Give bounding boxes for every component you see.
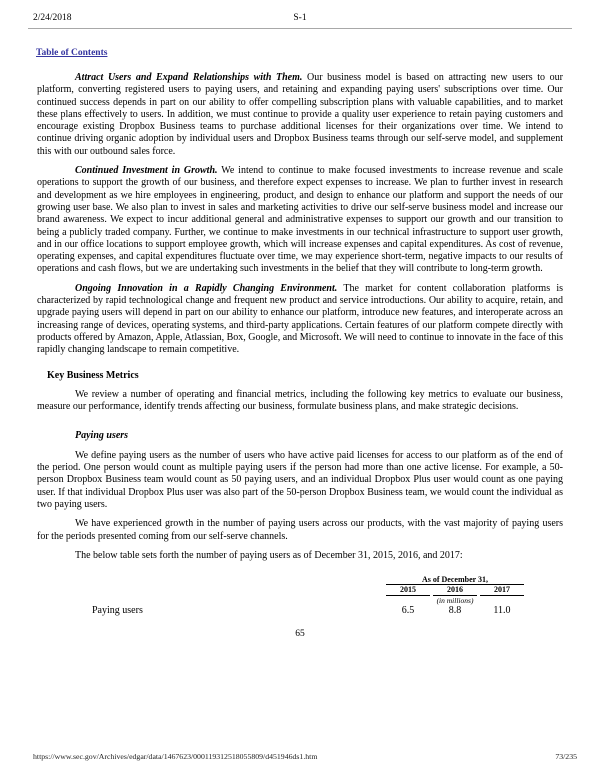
column-header-2015: 2015 — [386, 585, 430, 596]
paragraph-text: Our business model is based on attracting new users to our platform, converting registered users to paying users, and retaining and expanding paying users' subscriptions over time. Our continued success depends in part on our ability to offer compelling subscription plans with valuable capabilities, and to market these plans effectively to users. In addition, we must continue to provide a quality user experience to retain paying customers and encourage existing Dropbox Business teams to purchase additional licenses for their organizations over time. We intend to continue driving organic adoption by individual users and Dropbox Business teams through our self-serve model, and supplement this with our outbound sales force. — [37, 72, 563, 157]
value-2016: 8.8 — [448, 604, 462, 616]
column-header-2017: 2017 — [480, 585, 524, 596]
footer-url: https://www.sec.gov/Archives/edgar/data/1467623/000119312518055809/d451946ds1.htm — [33, 752, 318, 761]
paragraph-text: The market for content collaboration platforms is characterized by rapid technological change and frequent new product and service introductions. Our ability to acquire, retain, and upgrade paying users will depend in part on our ability to enhance our platform, introduce new features, and interoperate across an increasing range of devices, operating systems, and third-party applications. Certain features of our platform compete directly with products offered by Amazon, Apple, Atlassian, Box, Google, and Microsoft. We will need to continue to innovate in the face of this rapidly changing landscape to remain competitive. — [37, 282, 563, 356]
print-header — [0, 0, 600, 24]
section-heading-key-business-metrics: Key Business Metrics — [47, 369, 139, 381]
paragraph-paying-users-definition: We define paying users as the number of users who have active paid licenses for access to our platform as of the end of the period. One person would count as multiple paying users if the person had more than one active license. For example, a 50-person Dropbox Business team would count as 50 paying users, and an individual Dropbox Plus user would count as one paying user. If that individual Dropbox Plus user was also part of the 50-person Dropbox Business team, we would count the individual as two paying users. — [37, 449, 563, 510]
page-number: 65 — [295, 628, 305, 639]
table-row — [40, 605, 524, 617]
paragraph-table-intro: The below table sets forth the number of paying users as of December 31, 2015, 2016, and 2017: — [75, 549, 463, 561]
value-2017: 11.0 — [493, 604, 511, 616]
paragraph-text: We intend to continue to make focused investments to increase revenue and scale operations to support the growth of our business, and therefore expect expenses to increase. We plan to further invest in research and development as we hire employees in engineering, product, and design to enhance our platform and support the needs of our growing user base. We also plan to invest in sales and marketing activities to drive our self-serve business model and increase our brand awareness. We expect to incur additional general and administrative expenses to support our growth and our transition to being a publicly traded company. Further, we continue to make investments in our technical infrastructure to support user growth, and in our office locations to support employee growth, which will increase expenses and capital expenditures. As cost of revenue, operating expenses, and capital expenditures fluctuate over time, we may experience short-term, negative impacts to our results of operations and cash flows, but we are undertaking such investments in the belief that they will contribute to long-term growth. — [37, 165, 563, 275]
header-document-type: S-1 — [293, 13, 307, 23]
paragraph-continued-investment — [37, 165, 563, 276]
table-span-header-row — [40, 575, 524, 585]
toc-link-row — [36, 42, 600, 60]
table-unit-note: (in millions) — [436, 595, 474, 605]
paragraph-paying-users-growth: We have experienced growth in the number of paying users across our products, with the vast majority of paying users for the periods presented coming from our self-serve channels. — [37, 518, 563, 542]
value-2015: 6.5 — [401, 604, 415, 616]
footer-page-indicator: 73/235 — [555, 752, 577, 761]
paying-users-table — [37, 575, 527, 617]
paragraph-lead: Continued Investment in Growth. — [75, 165, 218, 177]
header-date: 2/24/2018 — [33, 13, 72, 23]
paragraph-attract-users — [37, 72, 563, 158]
paragraph-metrics-intro: We review a number of operating and financial metrics, including the following key metrics to evaluate our business, measure our performance, identify trends affecting our business, formulate business plans, and make strategic decisions. — [37, 388, 563, 413]
table-span-header: As of December 31, — [386, 575, 524, 585]
paragraph-lead: Ongoing Innovation in a Rapidly Changing Environment. — [75, 282, 338, 294]
document-body — [37, 72, 563, 640]
row-label-paying-users: Paying users — [92, 604, 143, 616]
table-of-contents-link[interactable]: Table of Contents — [36, 48, 108, 58]
paragraph-lead: Attract Users and Expand Relationships with Them. — [75, 72, 303, 83]
column-header-2016: 2016 — [433, 585, 477, 596]
print-footer — [33, 752, 577, 761]
subheading-paying-users: Paying users — [75, 430, 129, 442]
paragraph-ongoing-innovation — [37, 283, 563, 357]
table-unit-row — [40, 596, 524, 605]
header-divider — [28, 28, 572, 29]
table-year-header-row — [40, 585, 524, 596]
